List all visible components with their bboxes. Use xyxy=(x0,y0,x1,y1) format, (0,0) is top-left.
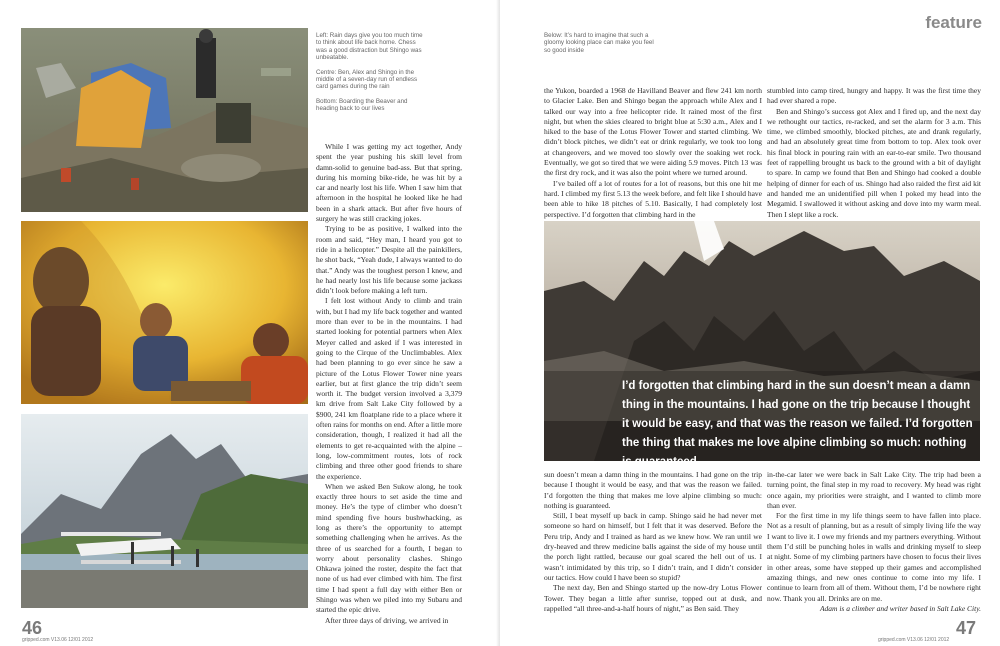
page-number-right: 47 xyxy=(956,618,977,638)
right-bottom-column-1 xyxy=(544,470,762,614)
paragraph: Still, I beat myself up back in camp. Shingo said he had never met someone so hard on himself, but I felt that it was deserved. Before the Peru trip, Andy and I trained as hard as we knew how. We ran until we dry-heaved and threw medicine balls against the side of my house until the porch light rattled, because our goal scared the hell out of us. I wasn’t intimidated by this trip, so I didn’t train, and I didn’t consider our tactics. How could I have been so stupid? xyxy=(544,511,762,582)
caption-left: Left: Rain days give you too much time to think about life back home. Chess was a good distraction but Shingo was unbeatable. xyxy=(316,32,423,62)
right-bottom-column-2 xyxy=(767,470,981,614)
caption-below: Below: It’s hard to imagine that such a gloomy looking place can make you feel so good inside xyxy=(544,32,654,54)
paragraph: While I was getting my act together, Andy spent the year pushing his skill level from damn-solid to genuine bad-ass. But that spring, during his morning bike-ride, he was hit by a car and nearly lost his life. When I saw him that afternoon in the hospital he looked like he had been in a shark attack. But after five hours of surgery he was still cracking jokes. xyxy=(316,142,462,224)
right-top-column-2 xyxy=(767,86,981,230)
photo-captions xyxy=(316,32,428,120)
photo-mountain-pull-quote xyxy=(544,221,980,468)
paragraph: For the first time in my life things seem to have fallen into place. Not as a result of planning, but as a result of simply living life the way I want to live it. I owe my friends and my partners everything. Without them I’d still be punching holes in walls and drinking myself to sleep at night. Some of my climbing partners have chosen to focus their lives in other areas, some have stepped up their games and accomplished amazing things, and new ones continue to come into my life. I continue to learn from all of them. Without them, I’d be nowhere right now. Thank you all. Drinks are on me. xyxy=(767,511,981,603)
pull-quote: I’d forgotten that climbing hard in the sun doesn’t mean a damn thing in the mountains. I had gone on the trip because I thought it would be easy, and that was the reason we failed. I’d forgotten the thing that makes me love alpine climbing so much: nothing is guaranteed. xyxy=(622,380,973,468)
paragraph: I’ve bailed off a lot of routes for a lot of reasons, but this one hit me hard. I climbed my first 5.13 the week before, and felt like I should have been able to hike 18 pitches of 5.10. Basically, I had completely lost perspective. I’d forgotten that climbing hard in the xyxy=(544,178,762,219)
paragraph: stumbled into camp tired, hungry and happy. It was the first time they had ever shared a rope. xyxy=(767,86,981,106)
right-top-column-1 xyxy=(544,86,762,220)
caption-bottom: Bottom: Boarding the Beaver and heading back to our lives xyxy=(316,97,408,113)
paragraph: After three days of driving, we arrived in xyxy=(325,615,449,625)
paragraph: When we asked Ben Sukow along, he took exactly three hours to set aside the time and money. He’s the type of climber who doesn’t mind spending five hours bushwhacking, as long as there’s the opportunity to attempt something challenging when he arrives. As the three of us searched for a fourth, I began to worry about personality clashes. Shingo Ohkawa joined the roster, despite the fact that none of us had ever climbed with him. The first time I had spent a full day with either Ben or Shingo was when we piled into my Subaru and started the epic drive. xyxy=(316,481,462,615)
paragraph: The next day, Ben and Shingo started up the now-dry Lotus Flower Tower. They began a little after sunrise, topped out at dusk, and rappelled “all three-and-a-half hours of night,” as Ben said. They xyxy=(544,583,762,613)
paragraph: Ben and Shingo’s success got Alex and I fired up, and the next day we rethought our tactics, re-racked, and set the alarm for 3 a.m. This time, we climbed smoothly, blocked pitches, ate and drank regularly, and had an absolutely great time from bottom to top. Alex took over his final block in pouring rain with an ear-to-ear smile. Two thousand feet of rappelling brought us back to the ground with a bit of daylight to spare. In camp we found that Ben and Shingo had cooked a double helping of dinner for each of us. Shingo had also raided the first aid kit and handed me an unidentified pill when I poked my head into the Megamid. I swallowed it without asking and dove into my warm meal. Then I slept like a rock. xyxy=(767,106,981,219)
footer-right: gripped.com V13.06 12/01 2012 xyxy=(878,637,950,643)
paragraph: Trying to be as positive, I walked into the room and said, “Hey man, I heard you got to ride in a helicopter.” Despite all the painkillers, he shot back, “Yeah dude, I always wanted to do that.” Andy was the toughest person I knew, and he had nearly lost his life because some jackass didn’t look before making a left turn. xyxy=(316,224,462,296)
left-body-column xyxy=(316,142,462,626)
author-byline: Adam is a climber and writer based in Salt Lake City. xyxy=(819,603,981,613)
photo-beaver-floatplane xyxy=(21,414,308,608)
paragraph: in-the-car later we were back in Salt Lake City. The trip had been a turning point, the final step in my road to recovery. My head was right once again, my priorities were straight, and I wanted to climb more than ever. xyxy=(767,470,981,510)
photo-tent-card-game xyxy=(21,221,308,404)
caption-centre: Centre: Ben, Alex and Shingo in the middle of a seven-day run of endless card games during the rain xyxy=(316,68,418,91)
right-page xyxy=(500,0,1000,646)
paragraph: I felt lost without Andy to climb and train with, but I had my life back together and wanted more than ever to be in the mountains. I had started looking for potential partners when Alex Meyer called and asked if I was interested in going to the Cirque of the Unclimbables. Alex had been planning to go ever since he saw a picture of the Lotus Flower Tower nine years earlier, but at first glance the trip didn’t seem worth it. The budget version involved a 3,379 km drive from Salt Lake City followed by a $900, 241 km floatplane ride to a place where it often rains for months on end. After a little more consideration, though, I realized it had all the elements to get re-acquainted with the alpine – long, low-commitment routes, lots of rock climbing and three other good friends to share the experience. xyxy=(316,296,462,481)
paragraph: the Yukon, boarded a 1968 de Havilland Beaver and flew 241 km north to Glacier Lake. Ben and Shingo began the approach while Alex and I talked our way into a free helicopter ride. It rained most of the first night, but when the skies cleared to bright blue at 5:30 a.m., Alex and I hiked to the base of the Lotus Flower Tower and started climbing. We didn’t block pitches, we didn’t eat or drink regularly, we took too long at changeovers, and we moved too slowly over the soaking wet rock. Eventually, we got so tired that we were aiding 5.9 moves. Pitch 13 was the first dry rock, and it was also the point where we turned around. xyxy=(544,86,762,178)
footer-left: gripped.com V13.06 12/01 2012 xyxy=(22,637,94,643)
page-number-left: 46 xyxy=(22,618,43,638)
section-header: feature xyxy=(925,13,982,32)
paragraph: sun doesn’t mean a damn thing in the mountains. I had gone on the trip because I thought it would be easy, and that was the reason we failed. I’d forgotten the thing that makes me love alpine climbing so much: nothing is guaranteed. xyxy=(544,470,762,510)
photo-rain-camp xyxy=(21,28,308,212)
